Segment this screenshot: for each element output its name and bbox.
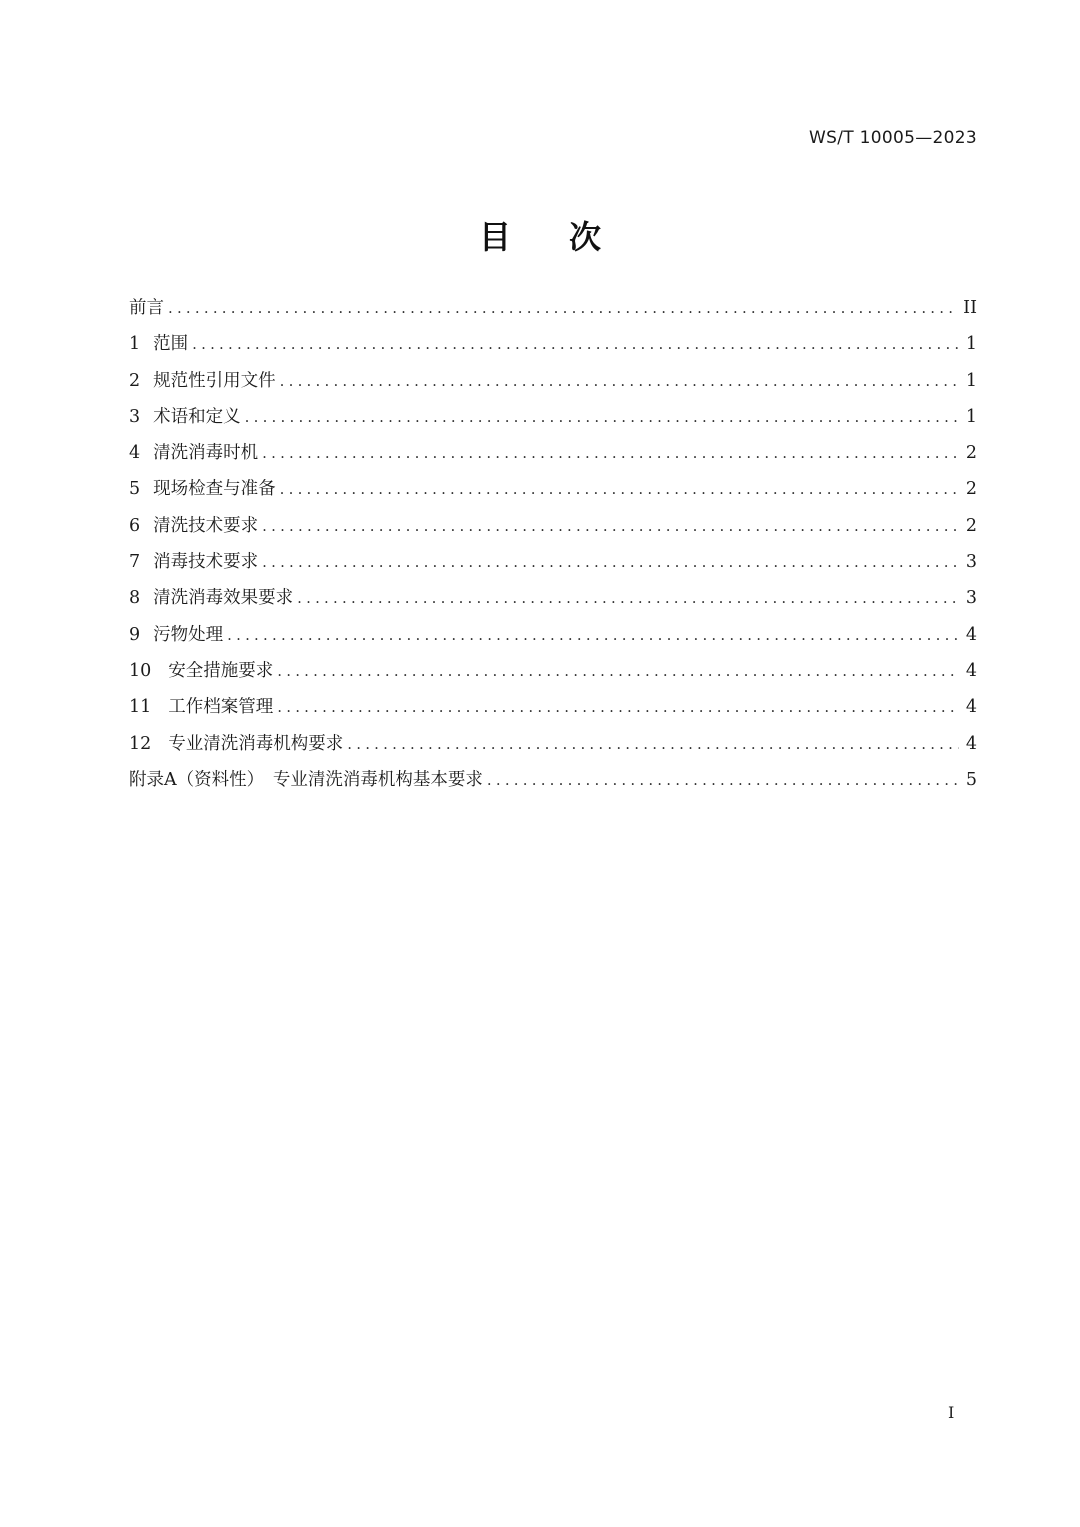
toc-dot-leader (280, 480, 959, 498)
toc-entry-2[interactable] (129, 367, 977, 403)
toc-entry-number: 1 (129, 334, 141, 355)
toc-dot-leader (192, 335, 959, 353)
toc-entry-label: 清洗消毒效果要求 (153, 588, 294, 609)
toc-dot-leader (297, 589, 959, 607)
toc-dot-leader (168, 299, 957, 317)
toc-dot-leader (262, 517, 959, 535)
toc-entry-5[interactable] (129, 475, 977, 511)
toc-entry-9[interactable] (129, 621, 977, 657)
toc-dot-leader (262, 444, 959, 462)
toc-entry-number: 2 (129, 370, 141, 391)
toc-entry-page: 3 (965, 588, 977, 609)
toc-entry-label: 现场检查与准备 (153, 479, 276, 500)
toc-entry-page: 2 (965, 443, 977, 464)
table-of-contents (129, 294, 977, 802)
toc-entry-page: 3 (965, 552, 977, 573)
toc-dot-leader (262, 553, 959, 571)
toc-dot-leader (487, 771, 959, 789)
toc-entry-12[interactable] (129, 730, 977, 766)
toc-dot-leader (277, 662, 959, 680)
toc-dot-leader (245, 408, 959, 426)
toc-entry-number: 3 (129, 406, 141, 427)
toc-dot-leader (347, 735, 959, 753)
toc-entry-label: 清洗消毒时机 (153, 443, 259, 464)
toc-entry-6[interactable] (129, 512, 977, 548)
toc-entry-page: II (963, 298, 977, 318)
toc-entry-3[interactable] (129, 403, 977, 439)
toc-entry-number: 12 (129, 733, 152, 754)
toc-entry-4[interactable] (129, 439, 977, 475)
page-title: 目次 (478, 218, 659, 256)
toc-entry-label: 规范性引用文件 (153, 370, 276, 391)
toc-entry-page: 4 (965, 733, 977, 754)
toc-entry-label: 安全措施要求 (168, 660, 274, 681)
toc-entry-page: 5 (965, 769, 977, 790)
toc-entry-number: 7 (129, 552, 141, 573)
page-number: I (948, 1403, 955, 1422)
toc-entry-page: 4 (965, 660, 977, 681)
toc-dot-leader (227, 626, 959, 644)
toc-entry-page: 1 (965, 334, 977, 355)
toc-entry-label: 附录A（资料性） 专业清洗消毒机构基本要求 (129, 769, 483, 790)
toc-entry-page: 4 (965, 697, 977, 718)
toc-dot-leader (277, 698, 959, 716)
toc-entry-label: 术语和定义 (153, 406, 241, 427)
toc-entry-appendix-a[interactable] (129, 766, 977, 802)
toc-entry-page: 2 (965, 515, 977, 536)
standard-code: WS/T 10005—2023 (809, 128, 977, 148)
toc-entry-number: 8 (129, 588, 141, 609)
toc-entry-page: 2 (965, 479, 977, 500)
toc-entry-label: 消毒技术要求 (153, 552, 259, 573)
toc-entry-label: 清洗技术要求 (153, 515, 259, 536)
toc-entry-page: 1 (965, 406, 977, 427)
toc-entry-label: 前言 (129, 298, 164, 318)
toc-entry-8[interactable] (129, 584, 977, 620)
toc-entry-page: 1 (965, 370, 977, 391)
toc-entry-10[interactable] (129, 657, 977, 693)
toc-entry-number: 4 (129, 443, 141, 464)
toc-entry-number: 6 (129, 515, 141, 536)
toc-entry-label: 污物处理 (153, 624, 224, 645)
toc-entry-number: 9 (129, 624, 141, 645)
toc-entry-label: 专业清洗消毒机构要求 (168, 733, 344, 754)
toc-entry-7[interactable] (129, 548, 977, 584)
toc-dot-leader (280, 372, 959, 390)
toc-entry-foreword[interactable] (129, 294, 977, 330)
toc-entry-label: 范围 (153, 334, 189, 355)
toc-entry-1[interactable] (129, 330, 977, 366)
toc-entry-label: 工作档案管理 (168, 697, 274, 718)
toc-entry-number: 10 (129, 660, 152, 681)
toc-entry-number: 5 (129, 479, 141, 500)
toc-entry-11[interactable] (129, 693, 977, 729)
toc-entry-page: 4 (965, 624, 977, 645)
toc-entry-number: 11 (129, 697, 152, 718)
